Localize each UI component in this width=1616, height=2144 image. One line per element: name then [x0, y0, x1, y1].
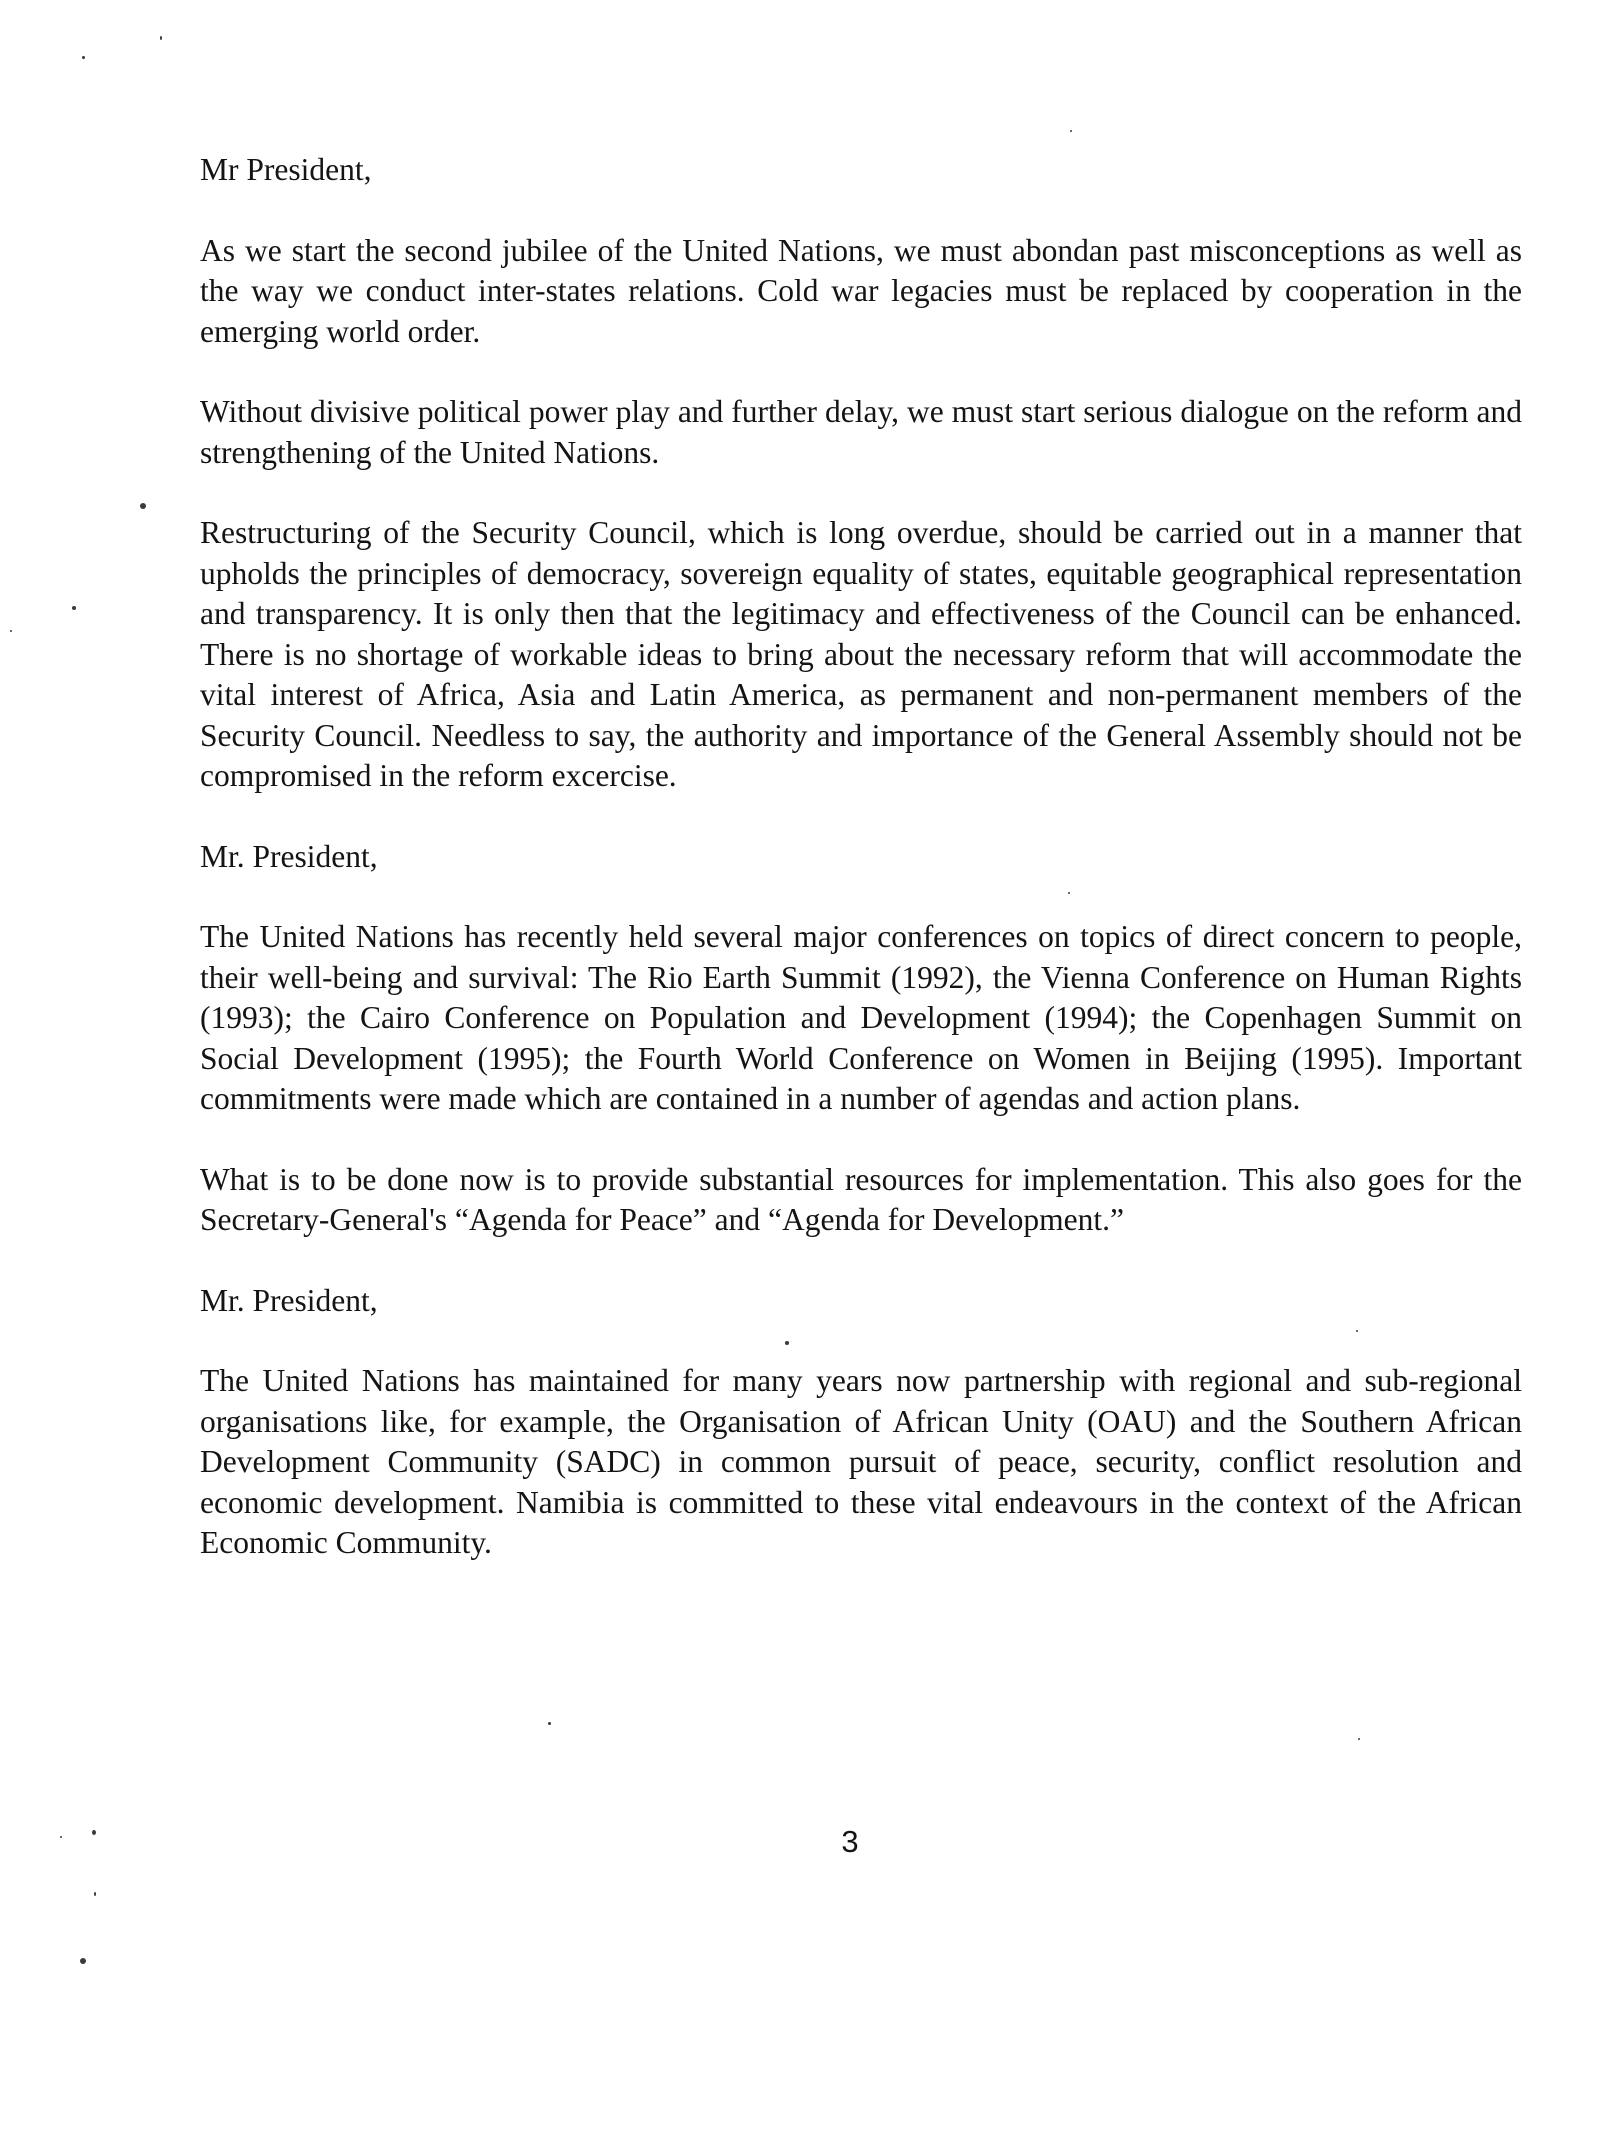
scan-speck — [72, 606, 76, 610]
scan-speck — [10, 630, 12, 632]
scan-speck — [160, 36, 162, 40]
scan-speck — [92, 1830, 96, 1835]
scan-speck — [94, 1892, 96, 1896]
scan-speck — [548, 1722, 551, 1725]
paragraph: What is to be done now is to provide substantial resources for implementation. This also goes for the Secretary-General's “Agenda for Peace” and “Agenda for Development.” — [200, 1161, 1522, 1237]
paragraph: The United Nations has recently held several major conferences on topics of direct concern to people, their well-being and survival: The Rio Earth Summit (1992), the Vienna Conference on Human Rights (1993); the Cairo Conference on Population and Development (1994); the Copenhagen Summit on Social Development (1995); the Fourth World Conference on Women in Beijing (1995). Important commitments were made which are contained in a number of agendas and action plans. — [200, 919, 1522, 1116]
letter-body — [200, 150, 1522, 1604]
salutation: Mr. President, — [200, 1282, 378, 1318]
scan-speck — [140, 503, 146, 509]
scan-speck — [80, 1958, 86, 1964]
page-number: 3 — [841, 1824, 859, 1859]
paragraph: Without divisive political power play and further delay, we must start serious dialogue on the reform and strengthening of the United Nations. — [200, 394, 1522, 470]
salutation: Mr. President, — [200, 838, 378, 874]
scan-speck — [82, 56, 85, 59]
scan-speck — [1358, 1738, 1360, 1740]
scan-speck — [60, 1836, 62, 1838]
scan-speck — [1070, 130, 1072, 132]
paragraph: As we start the second jubilee of the United Nations, we must abondan past misconceptions as well as the way we conduct inter-states relations. Cold war legacies must be replaced by cooperation in the emerging world order. — [200, 232, 1522, 349]
salutation: Mr President, — [200, 152, 372, 187]
paragraph: The United Nations has maintained for many years now partnership with regional and sub-regional organisations like, for example, the Organisation of African Unity (OAU) and the Southern African Development Community (SADC) in common pursuit of peace, security, conflict resolution and economic development. Namibia is committed to these vital endeavours in the context of the African Economic Community. — [200, 1363, 1522, 1560]
paragraph: Restructuring of the Security Council, which is long overdue, should be carried out in a manner that upholds the principles of democracy, sovereign equality of states, equitable geographical representation and transparency. It is only then that the legitimacy and effectiveness of the Council can be enhanced. There is no shortage of workable ideas to bring about the necessary reform that will accommodate the vital interest of Africa, Asia and Latin America, as permanent and non-permanent members of the Security Council. Needless to say, the authority and importance of the General Assembly should not be compromised in the reform excercise. — [200, 515, 1522, 793]
